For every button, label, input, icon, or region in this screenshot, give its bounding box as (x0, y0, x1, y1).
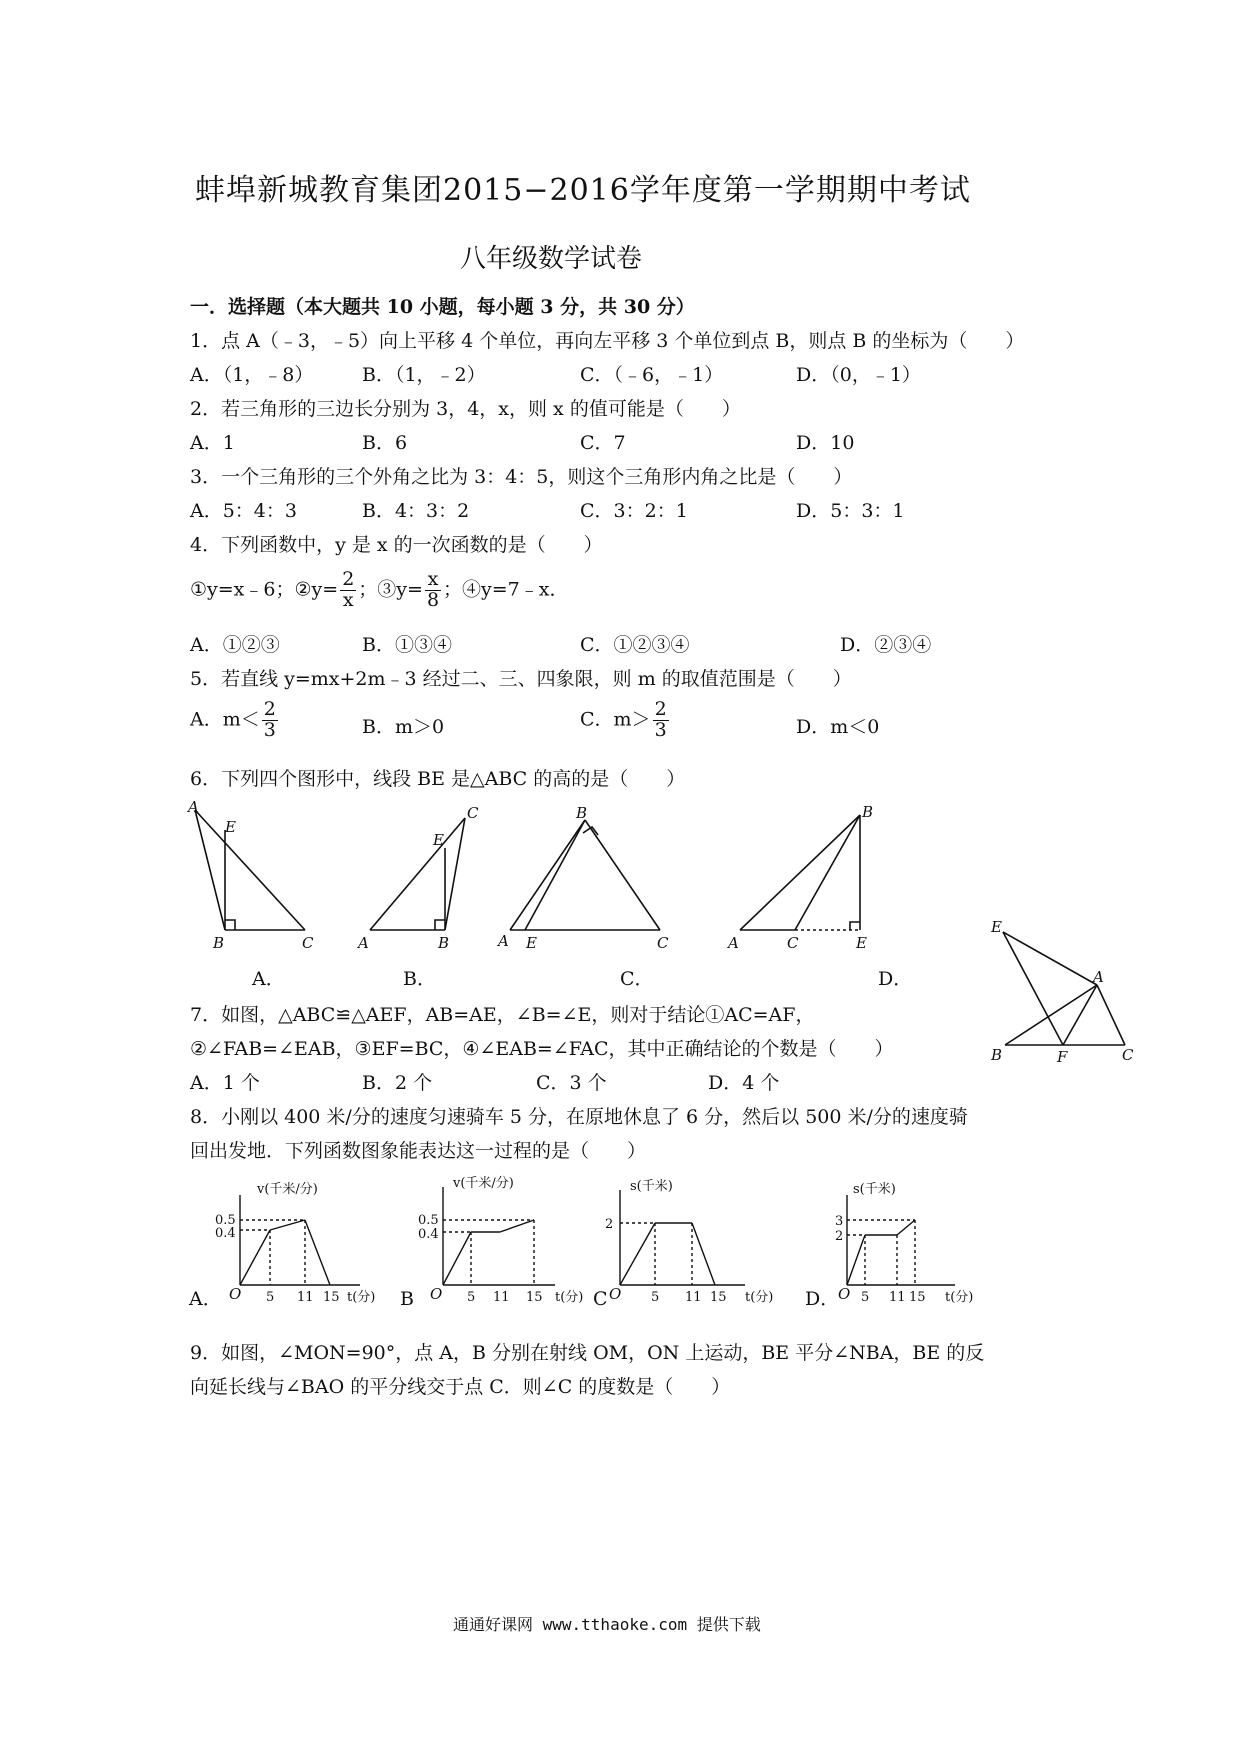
q8a-tick-x3: 15 (323, 1290, 340, 1305)
q3-option-c: C．3：2：1 (580, 500, 688, 522)
section-heading: 一．选择题（本大题共 10 小题，每小题 3 分，共 30 分） (190, 296, 695, 318)
q6c-label-e: E (526, 934, 537, 952)
q5-frac-num: 2 (654, 698, 667, 720)
q3-option-b: B．4：3：2 (362, 500, 470, 522)
q4-frac-num: x (425, 570, 441, 591)
q8a-tick-x2: 11 (297, 1290, 314, 1305)
q2-option-a: A．1 (190, 432, 235, 454)
q6-figure-b (356, 804, 479, 952)
footer-credit: 通通好课网 www.tthaoke.com 提供下载 (453, 1615, 761, 1634)
q2-option-b: B．6 (362, 432, 408, 454)
q5-option-a (190, 700, 280, 741)
q4-formulas (190, 570, 569, 611)
q7-option-a: A．1 个 (190, 1072, 260, 1094)
q5-option-d: D．m＜0 (796, 716, 880, 738)
q4-frac-den: x (342, 588, 354, 611)
q8-line2: 回出发地．下列函数图象能表达这一过程的是（ ） (190, 1140, 647, 1162)
q8b-tick-x3: 15 (526, 1290, 543, 1305)
q8b-xlabel: t(分) (555, 1290, 584, 1305)
q8c-tick-x2: 11 (685, 1290, 702, 1305)
q4-option-a: A．①②③ (190, 634, 280, 656)
q8d-tick-y2: 2 (835, 1229, 844, 1244)
q7-label-a: A (1093, 968, 1104, 986)
q6-figure-d (726, 803, 873, 952)
q4-option-d: D．②③④ (840, 634, 932, 656)
q8b-tick-x1: 5 (467, 1290, 476, 1305)
q6b-label-a: A (358, 934, 369, 952)
q8c-xlabel: t(分) (745, 1290, 774, 1305)
q6b-label-e: E (433, 831, 444, 849)
q6-figure-c (496, 804, 669, 952)
q5-frac-den: 3 (263, 718, 276, 741)
q8d-option: D． (805, 1288, 840, 1310)
q4-stem: 4．下列函数中，y 是 x 的一次函数的是（ ） (190, 534, 603, 556)
q1-option-d: D．（0，﹣1） (796, 364, 921, 386)
q3-stem: 3．一个三角形的三个外角之比为 3：4：5，则这个三角形内角之比是（ ） (190, 466, 853, 488)
exam-subtitle: 八年级数学试卷 (460, 244, 643, 274)
q4-option-b: B．①③④ (362, 634, 452, 656)
q8c-tick-x3: 15 (710, 1290, 727, 1305)
q8b-tick-y2: 0.4 (418, 1227, 439, 1242)
q4-formula-4: ；④y=7﹣x． (443, 578, 569, 601)
q6-caption-b: B． (403, 968, 436, 990)
q8d-tick-y1: 3 (835, 1214, 844, 1229)
q5-a-fraction (262, 700, 278, 741)
q6-caption-d: D． (878, 968, 913, 990)
q4-formula-3: ；③y= (358, 578, 423, 601)
q7-option-c: C．3 个 (536, 1072, 607, 1094)
q8c-option: C (593, 1288, 608, 1310)
q8a-ylabel: v(千米/分) (257, 1182, 318, 1197)
q5-c-label: C．m＞ (580, 708, 651, 731)
q4-frac-den: 8 (426, 588, 440, 611)
q8-graphs (185, 1175, 1015, 1310)
q6-caption-a: A． (252, 968, 285, 990)
q8c-tick-x1: 5 (651, 1290, 660, 1305)
q8b-option: B (400, 1288, 414, 1310)
q8b-tick-x2: 11 (493, 1290, 510, 1305)
q8a-xlabel: t(分) (347, 1290, 376, 1305)
q8b-ylabel: v(千米/分) (453, 1176, 514, 1191)
exam-title: 蚌埠新城教育集团2015−2016学年度第一学期期中考试 (195, 173, 971, 208)
q2-option-c: C．7 (580, 432, 626, 454)
q4-fraction-x-over-8 (425, 570, 441, 611)
q6c-label-b: B (576, 804, 588, 822)
q6-figure-a (186, 800, 314, 952)
q6c-label-a: A (498, 932, 509, 950)
q7-figure (985, 920, 1135, 1070)
q5-option-b: B．m＞0 (362, 716, 445, 738)
q8b-tick-y1: 0.5 (418, 1213, 439, 1228)
q5-option-c (580, 700, 671, 741)
q7-option-b: B．2 个 (362, 1072, 433, 1094)
q8-line1: 8．小刚以 400 米/分的速度匀速骑车 5 分，在原地休息了 6 分，然后以 500 米/分的速度骑 (190, 1106, 968, 1128)
q1-option-b: B．（1，﹣2） (362, 364, 486, 386)
q8d-ylabel: s(千米) (853, 1182, 896, 1197)
q9-line1: 9．如图，∠MON=90°，点 A，B 分别在射线 OM，ON 上运动，BE 平分∠NBA，BE 的反 (190, 1342, 985, 1364)
q4-option-c: C．①②③④ (580, 634, 690, 656)
q8a-tick-y1: 0.5 (215, 1213, 236, 1228)
q6-figures (180, 800, 980, 960)
q8c-ylabel: s(千米) (630, 1179, 673, 1194)
q8-graph-b (400, 1175, 583, 1310)
q5-a-label: A．m＜ (190, 708, 260, 731)
q6c-label-c: C (657, 934, 669, 952)
q5-c-fraction (653, 700, 669, 741)
q6d-label-a: A (728, 934, 739, 952)
q8d-origin: O (838, 1285, 851, 1303)
q6a-label-b: B (213, 934, 225, 952)
q6a-label-e: E (225, 818, 236, 836)
q8b-origin: O (430, 1285, 443, 1303)
q8d-tick-x1: 5 (861, 1290, 870, 1305)
q6a-label-a: A (188, 800, 199, 816)
q7-label-b: B (991, 1046, 1003, 1064)
q8a-option: A． (189, 1288, 222, 1310)
q1-option-a: A．（1，﹣8） (190, 364, 314, 386)
q6d-label-b: B (862, 803, 874, 821)
q4-formula-1-2: ①y=x﹣6；②y= (190, 578, 339, 601)
q6a-label-c: C (302, 934, 314, 952)
q8-graph-d (805, 1181, 973, 1310)
q8d-tick-x3: 15 (909, 1290, 926, 1305)
q8-graph-a (188, 1181, 375, 1310)
q8c-origin: O (609, 1285, 622, 1303)
q4-fraction-2-over-x (340, 570, 356, 611)
q2-stem: 2．若三角形的三边长分别为 3，4，x，则 x 的值可能是（ ） (190, 398, 741, 420)
q8a-origin: O (229, 1285, 242, 1303)
q4-frac-num: 2 (342, 568, 355, 590)
q8-graph-c (593, 1178, 773, 1310)
q1-option-c: C．（﹣6，﹣1） (580, 364, 724, 386)
q3-option-a: A．5：4：3 (190, 500, 297, 522)
q1-stem: 1．点 A（﹣3，﹣5）向上平移 4 个单位，再向左平移 3 个单位到点 B，则点 B 的坐标为（ ） (190, 330, 1025, 352)
q6-stem: 6．下列四个图形中，线段 BE 是△ABC 的高的是（ ） (190, 768, 686, 790)
q6-caption-c: C． (620, 968, 654, 990)
q6d-label-c: C (787, 934, 799, 952)
q5-frac-den: 3 (654, 718, 667, 741)
q8d-tick-x2: 11 (889, 1290, 906, 1305)
q5-frac-num: 2 (263, 698, 276, 720)
q5-stem: 5．若直线 y=mx+2m﹣3 经过二、三、四象限，则 m 的取值范围是（ ） (190, 668, 852, 690)
q7-label-f: F (1057, 1048, 1068, 1066)
q2-option-d: D．10 (796, 432, 855, 454)
q7-option-d: D．4 个 (708, 1072, 780, 1094)
q8d-xlabel: t(分) (945, 1290, 974, 1305)
q7-label-c: C (1122, 1046, 1134, 1064)
q8a-tick-x1: 5 (266, 1290, 275, 1305)
q6d-label-e: E (856, 934, 867, 952)
q8c-tick-y1: 2 (605, 1217, 614, 1232)
q7-line2: ②∠FAB=∠EAB，③EF=BC，④∠EAB=∠FAC，其中正确结论的个数是（ ） (190, 1038, 894, 1060)
q7-label-e: E (991, 920, 1002, 936)
q6b-label-b: B (438, 934, 450, 952)
q6b-label-c: C (467, 804, 479, 822)
q8a-tick-y2: 0.4 (215, 1226, 236, 1241)
q9-line2: 向延长线与∠BAO 的平分线交于点 C．则∠C 的度数是（ ） (190, 1376, 731, 1398)
q3-option-d: D．5：3：1 (796, 500, 905, 522)
q7-line1: 7．如图，△ABC≌△AEF，AB=AE，∠B=∠E，则对于结论①AC=AF， (190, 1004, 815, 1026)
